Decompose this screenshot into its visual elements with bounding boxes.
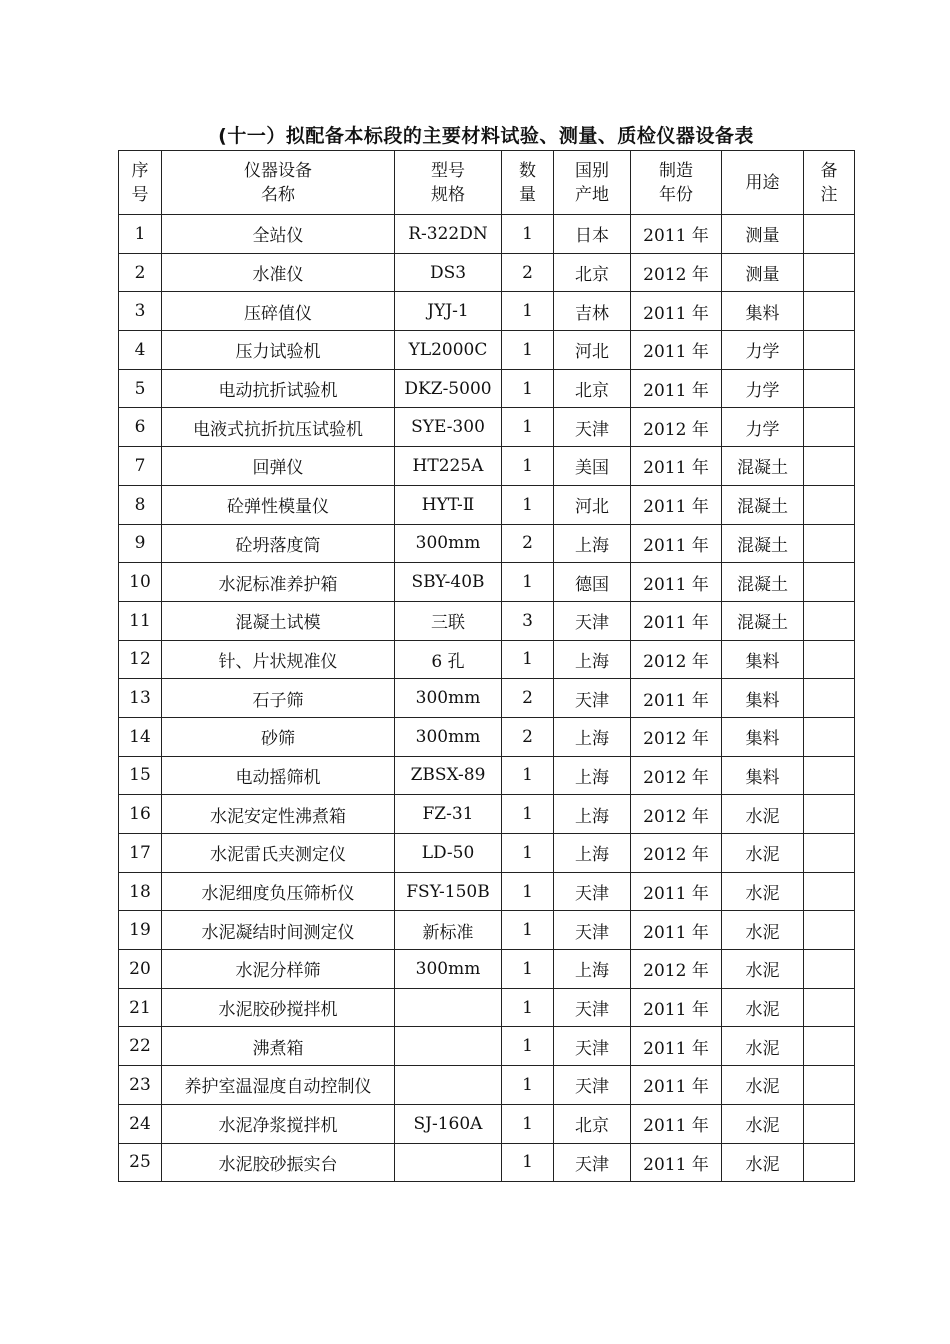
table-row: [119, 563, 855, 602]
cell-model-spec: YL2000C: [395, 331, 502, 370]
cell-remarks: [804, 795, 855, 834]
cell-origin: 日本: [554, 215, 631, 254]
cell-purpose: 水泥: [722, 1066, 804, 1105]
cell-remarks: [804, 1027, 855, 1066]
cell-quantity: 2: [502, 253, 554, 292]
table-row: [119, 524, 855, 563]
table-row: [119, 717, 855, 756]
cell-remarks: [804, 485, 855, 524]
table-row: [119, 911, 855, 950]
cell-origin: 天津: [554, 911, 631, 950]
cell-manufacture-year: 2012 年: [631, 756, 722, 795]
cell-serial-number: 14: [119, 717, 162, 756]
cell-equipment-name: 水泥净浆搅拌机: [162, 1104, 395, 1143]
cell-origin: 河北: [554, 331, 631, 370]
cell-manufacture-year: 2011 年: [631, 1027, 722, 1066]
cell-purpose: 集料: [722, 717, 804, 756]
cell-origin: 上海: [554, 756, 631, 795]
cell-serial-number: 22: [119, 1027, 162, 1066]
cell-model-spec: JYJ-1: [395, 292, 502, 331]
cell-purpose: 测量: [722, 253, 804, 292]
cell-remarks: [804, 756, 855, 795]
cell-quantity: 1: [502, 485, 554, 524]
cell-manufacture-year: 2012 年: [631, 717, 722, 756]
cell-model-spec: R-322DN: [395, 215, 502, 254]
cell-equipment-name: 电液式抗折抗压试验机: [162, 408, 395, 447]
cell-model-spec: HYT-Ⅱ: [395, 485, 502, 524]
cell-origin: 天津: [554, 1066, 631, 1105]
cell-purpose: 集料: [722, 756, 804, 795]
cell-model-spec: 新标准: [395, 911, 502, 950]
cell-manufacture-year: 2012 年: [631, 253, 722, 292]
cell-purpose: 水泥: [722, 872, 804, 911]
table-row: [119, 1104, 855, 1143]
cell-remarks: [804, 369, 855, 408]
cell-equipment-name: 养护室温湿度自动控制仪: [162, 1066, 395, 1105]
header-quantity: 数 量: [502, 151, 554, 215]
table-row: [119, 679, 855, 718]
header-origin: 国别 产地: [554, 151, 631, 215]
cell-origin: 北京: [554, 1104, 631, 1143]
cell-manufacture-year: 2011 年: [631, 215, 722, 254]
cell-model-spec: FSY-150B: [395, 872, 502, 911]
cell-equipment-name: 电动摇筛机: [162, 756, 395, 795]
cell-remarks: [804, 1066, 855, 1105]
cell-equipment-name: 混凝土试模: [162, 601, 395, 640]
cell-quantity: 1: [502, 447, 554, 486]
header-model-spec: 型号 规格: [395, 151, 502, 215]
cell-equipment-name: 水泥胶砂振实台: [162, 1143, 395, 1182]
cell-equipment-name: 砂筛: [162, 717, 395, 756]
table-row: [119, 1066, 855, 1105]
cell-serial-number: 10: [119, 563, 162, 602]
cell-remarks: [804, 447, 855, 486]
cell-equipment-name: 砼坍落度筒: [162, 524, 395, 563]
cell-origin: 德国: [554, 563, 631, 602]
cell-manufacture-year: 2011 年: [631, 447, 722, 486]
cell-model-spec: 6 孔: [395, 640, 502, 679]
cell-serial-number: 13: [119, 679, 162, 718]
cell-origin: 美国: [554, 447, 631, 486]
cell-manufacture-year: 2011 年: [631, 331, 722, 370]
cell-model-spec: [395, 1027, 502, 1066]
table-row: [119, 331, 855, 370]
cell-quantity: 1: [502, 563, 554, 602]
cell-equipment-name: 水泥标准养护箱: [162, 563, 395, 602]
cell-model-spec: [395, 988, 502, 1027]
cell-origin: 北京: [554, 369, 631, 408]
cell-manufacture-year: 2011 年: [631, 563, 722, 602]
cell-manufacture-year: 2011 年: [631, 679, 722, 718]
cell-quantity: 2: [502, 524, 554, 563]
cell-model-spec: HT225A: [395, 447, 502, 486]
cell-purpose: 混凝土: [722, 485, 804, 524]
cell-equipment-name: 水准仪: [162, 253, 395, 292]
cell-model-spec: [395, 1143, 502, 1182]
cell-purpose: 测量: [722, 215, 804, 254]
cell-remarks: [804, 292, 855, 331]
cell-quantity: 1: [502, 1143, 554, 1182]
cell-origin: 上海: [554, 834, 631, 873]
table-row: [119, 988, 855, 1027]
cell-manufacture-year: 2012 年: [631, 950, 722, 989]
cell-quantity: 1: [502, 911, 554, 950]
cell-serial-number: 12: [119, 640, 162, 679]
cell-manufacture-year: 2011 年: [631, 292, 722, 331]
cell-serial-number: 15: [119, 756, 162, 795]
cell-serial-number: 18: [119, 872, 162, 911]
cell-serial-number: 9: [119, 524, 162, 563]
cell-equipment-name: 水泥分样筛: [162, 950, 395, 989]
cell-purpose: 水泥: [722, 911, 804, 950]
cell-equipment-name: 水泥胶砂搅拌机: [162, 988, 395, 1027]
cell-model-spec: 300mm: [395, 717, 502, 756]
header-purpose: 用途: [722, 151, 804, 215]
cell-serial-number: 20: [119, 950, 162, 989]
table-row: [119, 756, 855, 795]
cell-model-spec: [395, 1066, 502, 1105]
table-row: [119, 369, 855, 408]
cell-purpose: 力学: [722, 369, 804, 408]
cell-origin: 上海: [554, 950, 631, 989]
header-serial-number: 序 号: [119, 151, 162, 215]
cell-purpose: 力学: [722, 408, 804, 447]
table-row: [119, 795, 855, 834]
cell-manufacture-year: 2012 年: [631, 795, 722, 834]
cell-model-spec: 300mm: [395, 950, 502, 989]
cell-remarks: [804, 988, 855, 1027]
cell-origin: 北京: [554, 253, 631, 292]
cell-manufacture-year: 2011 年: [631, 911, 722, 950]
cell-quantity: 1: [502, 1027, 554, 1066]
cell-remarks: [804, 408, 855, 447]
cell-remarks: [804, 1143, 855, 1182]
cell-model-spec: SBY-40B: [395, 563, 502, 602]
cell-purpose: 力学: [722, 331, 804, 370]
cell-origin: 天津: [554, 1143, 631, 1182]
cell-equipment-name: 压力试验机: [162, 331, 395, 370]
table-row: [119, 215, 855, 254]
cell-manufacture-year: 2011 年: [631, 485, 722, 524]
cell-equipment-name: 针、片状规准仪: [162, 640, 395, 679]
cell-equipment-name: 石子筛: [162, 679, 395, 718]
cell-purpose: 集料: [722, 640, 804, 679]
cell-quantity: 1: [502, 872, 554, 911]
cell-equipment-name: 压碎值仪: [162, 292, 395, 331]
cell-remarks: [804, 950, 855, 989]
cell-manufacture-year: 2011 年: [631, 1143, 722, 1182]
cell-origin: 上海: [554, 524, 631, 563]
cell-serial-number: 25: [119, 1143, 162, 1182]
cell-origin: 天津: [554, 601, 631, 640]
cell-quantity: 1: [502, 640, 554, 679]
cell-purpose: 混凝土: [722, 563, 804, 602]
cell-serial-number: 11: [119, 601, 162, 640]
cell-quantity: 1: [502, 756, 554, 795]
cell-quantity: 1: [502, 795, 554, 834]
cell-manufacture-year: 2011 年: [631, 524, 722, 563]
cell-manufacture-year: 2012 年: [631, 834, 722, 873]
table-row: [119, 872, 855, 911]
cell-serial-number: 8: [119, 485, 162, 524]
cell-manufacture-year: 2011 年: [631, 1104, 722, 1143]
cell-origin: 天津: [554, 408, 631, 447]
cell-quantity: 1: [502, 988, 554, 1027]
cell-purpose: 水泥: [722, 1027, 804, 1066]
cell-purpose: 集料: [722, 292, 804, 331]
cell-remarks: [804, 563, 855, 602]
table-row: [119, 640, 855, 679]
cell-remarks: [804, 679, 855, 718]
cell-quantity: 1: [502, 408, 554, 447]
cell-origin: 河北: [554, 485, 631, 524]
cell-quantity: 1: [502, 950, 554, 989]
cell-model-spec: SYE-300: [395, 408, 502, 447]
cell-purpose: 混凝土: [722, 447, 804, 486]
cell-serial-number: 4: [119, 331, 162, 370]
cell-model-spec: DS3: [395, 253, 502, 292]
cell-remarks: [804, 601, 855, 640]
table-row: [119, 408, 855, 447]
cell-purpose: 水泥: [722, 795, 804, 834]
cell-model-spec: 300mm: [395, 524, 502, 563]
cell-quantity: 1: [502, 369, 554, 408]
header-equipment-name: 仪器设备 名称: [162, 151, 395, 215]
cell-model-spec: FZ-31: [395, 795, 502, 834]
cell-purpose: 混凝土: [722, 601, 804, 640]
cell-serial-number: 7: [119, 447, 162, 486]
cell-serial-number: 17: [119, 834, 162, 873]
table-row: [119, 834, 855, 873]
cell-serial-number: 16: [119, 795, 162, 834]
cell-equipment-name: 水泥雷氏夹测定仪: [162, 834, 395, 873]
cell-equipment-name: 水泥安定性沸煮箱: [162, 795, 395, 834]
table-body: [119, 215, 855, 1182]
table-row: [119, 601, 855, 640]
cell-equipment-name: 沸煮箱: [162, 1027, 395, 1066]
cell-remarks: [804, 872, 855, 911]
cell-model-spec: ZBSX-89: [395, 756, 502, 795]
cell-serial-number: 2: [119, 253, 162, 292]
cell-equipment-name: 回弹仪: [162, 447, 395, 486]
header-remarks: 备 注: [804, 151, 855, 215]
cell-quantity: 2: [502, 679, 554, 718]
cell-quantity: 1: [502, 331, 554, 370]
table-row: [119, 447, 855, 486]
cell-origin: 上海: [554, 717, 631, 756]
cell-remarks: [804, 1104, 855, 1143]
cell-remarks: [804, 640, 855, 679]
cell-equipment-name: 砼弹性模量仪: [162, 485, 395, 524]
cell-remarks: [804, 215, 855, 254]
cell-manufacture-year: 2011 年: [631, 988, 722, 1027]
cell-equipment-name: 水泥细度负压筛析仪: [162, 872, 395, 911]
cell-origin: 天津: [554, 679, 631, 718]
cell-manufacture-year: 2011 年: [631, 601, 722, 640]
cell-model-spec: SJ-160A: [395, 1104, 502, 1143]
cell-remarks: [804, 911, 855, 950]
cell-quantity: 1: [502, 834, 554, 873]
cell-serial-number: 24: [119, 1104, 162, 1143]
cell-manufacture-year: 2011 年: [631, 1066, 722, 1105]
cell-serial-number: 21: [119, 988, 162, 1027]
cell-manufacture-year: 2011 年: [631, 369, 722, 408]
cell-model-spec: DKZ-5000: [395, 369, 502, 408]
table-row: [119, 1027, 855, 1066]
cell-equipment-name: 全站仪: [162, 215, 395, 254]
table-row: [119, 253, 855, 292]
cell-remarks: [804, 834, 855, 873]
table-row: [119, 950, 855, 989]
cell-serial-number: 19: [119, 911, 162, 950]
cell-serial-number: 23: [119, 1066, 162, 1105]
cell-equipment-name: 水泥凝结时间测定仪: [162, 911, 395, 950]
cell-quantity: 1: [502, 215, 554, 254]
cell-serial-number: 5: [119, 369, 162, 408]
cell-model-spec: LD-50: [395, 834, 502, 873]
cell-quantity: 1: [502, 292, 554, 331]
cell-manufacture-year: 2011 年: [631, 872, 722, 911]
cell-remarks: [804, 524, 855, 563]
table-row: [119, 292, 855, 331]
cell-origin: 天津: [554, 988, 631, 1027]
cell-purpose: 水泥: [722, 950, 804, 989]
cell-remarks: [804, 331, 855, 370]
cell-purpose: 水泥: [722, 1104, 804, 1143]
cell-manufacture-year: 2012 年: [631, 640, 722, 679]
cell-remarks: [804, 253, 855, 292]
header-manufacture-year: 制造 年份: [631, 151, 722, 215]
header-row: [119, 151, 855, 215]
cell-serial-number: 1: [119, 215, 162, 254]
cell-model-spec: 三联: [395, 601, 502, 640]
cell-purpose: 水泥: [722, 988, 804, 1027]
cell-quantity: 1: [502, 1066, 554, 1105]
cell-model-spec: 300mm: [395, 679, 502, 718]
cell-quantity: 2: [502, 717, 554, 756]
table-row: [119, 485, 855, 524]
table-title: (十一）拟配备本标段的主要材料试验、测量、质检仪器设备表: [218, 125, 754, 147]
cell-purpose: 水泥: [722, 834, 804, 873]
cell-remarks: [804, 717, 855, 756]
cell-purpose: 水泥: [722, 1143, 804, 1182]
cell-quantity: 3: [502, 601, 554, 640]
cell-purpose: 集料: [722, 679, 804, 718]
cell-quantity: 1: [502, 1104, 554, 1143]
table-row: [119, 1143, 855, 1182]
table-header: [119, 151, 855, 215]
cell-serial-number: 3: [119, 292, 162, 331]
cell-origin: 天津: [554, 1027, 631, 1066]
cell-purpose: 混凝土: [722, 524, 804, 563]
cell-origin: 上海: [554, 795, 631, 834]
cell-origin: 天津: [554, 872, 631, 911]
cell-origin: 吉林: [554, 292, 631, 331]
equipment-table: [118, 150, 855, 1182]
cell-manufacture-year: 2012 年: [631, 408, 722, 447]
cell-origin: 上海: [554, 640, 631, 679]
cell-serial-number: 6: [119, 408, 162, 447]
cell-equipment-name: 电动抗折试验机: [162, 369, 395, 408]
